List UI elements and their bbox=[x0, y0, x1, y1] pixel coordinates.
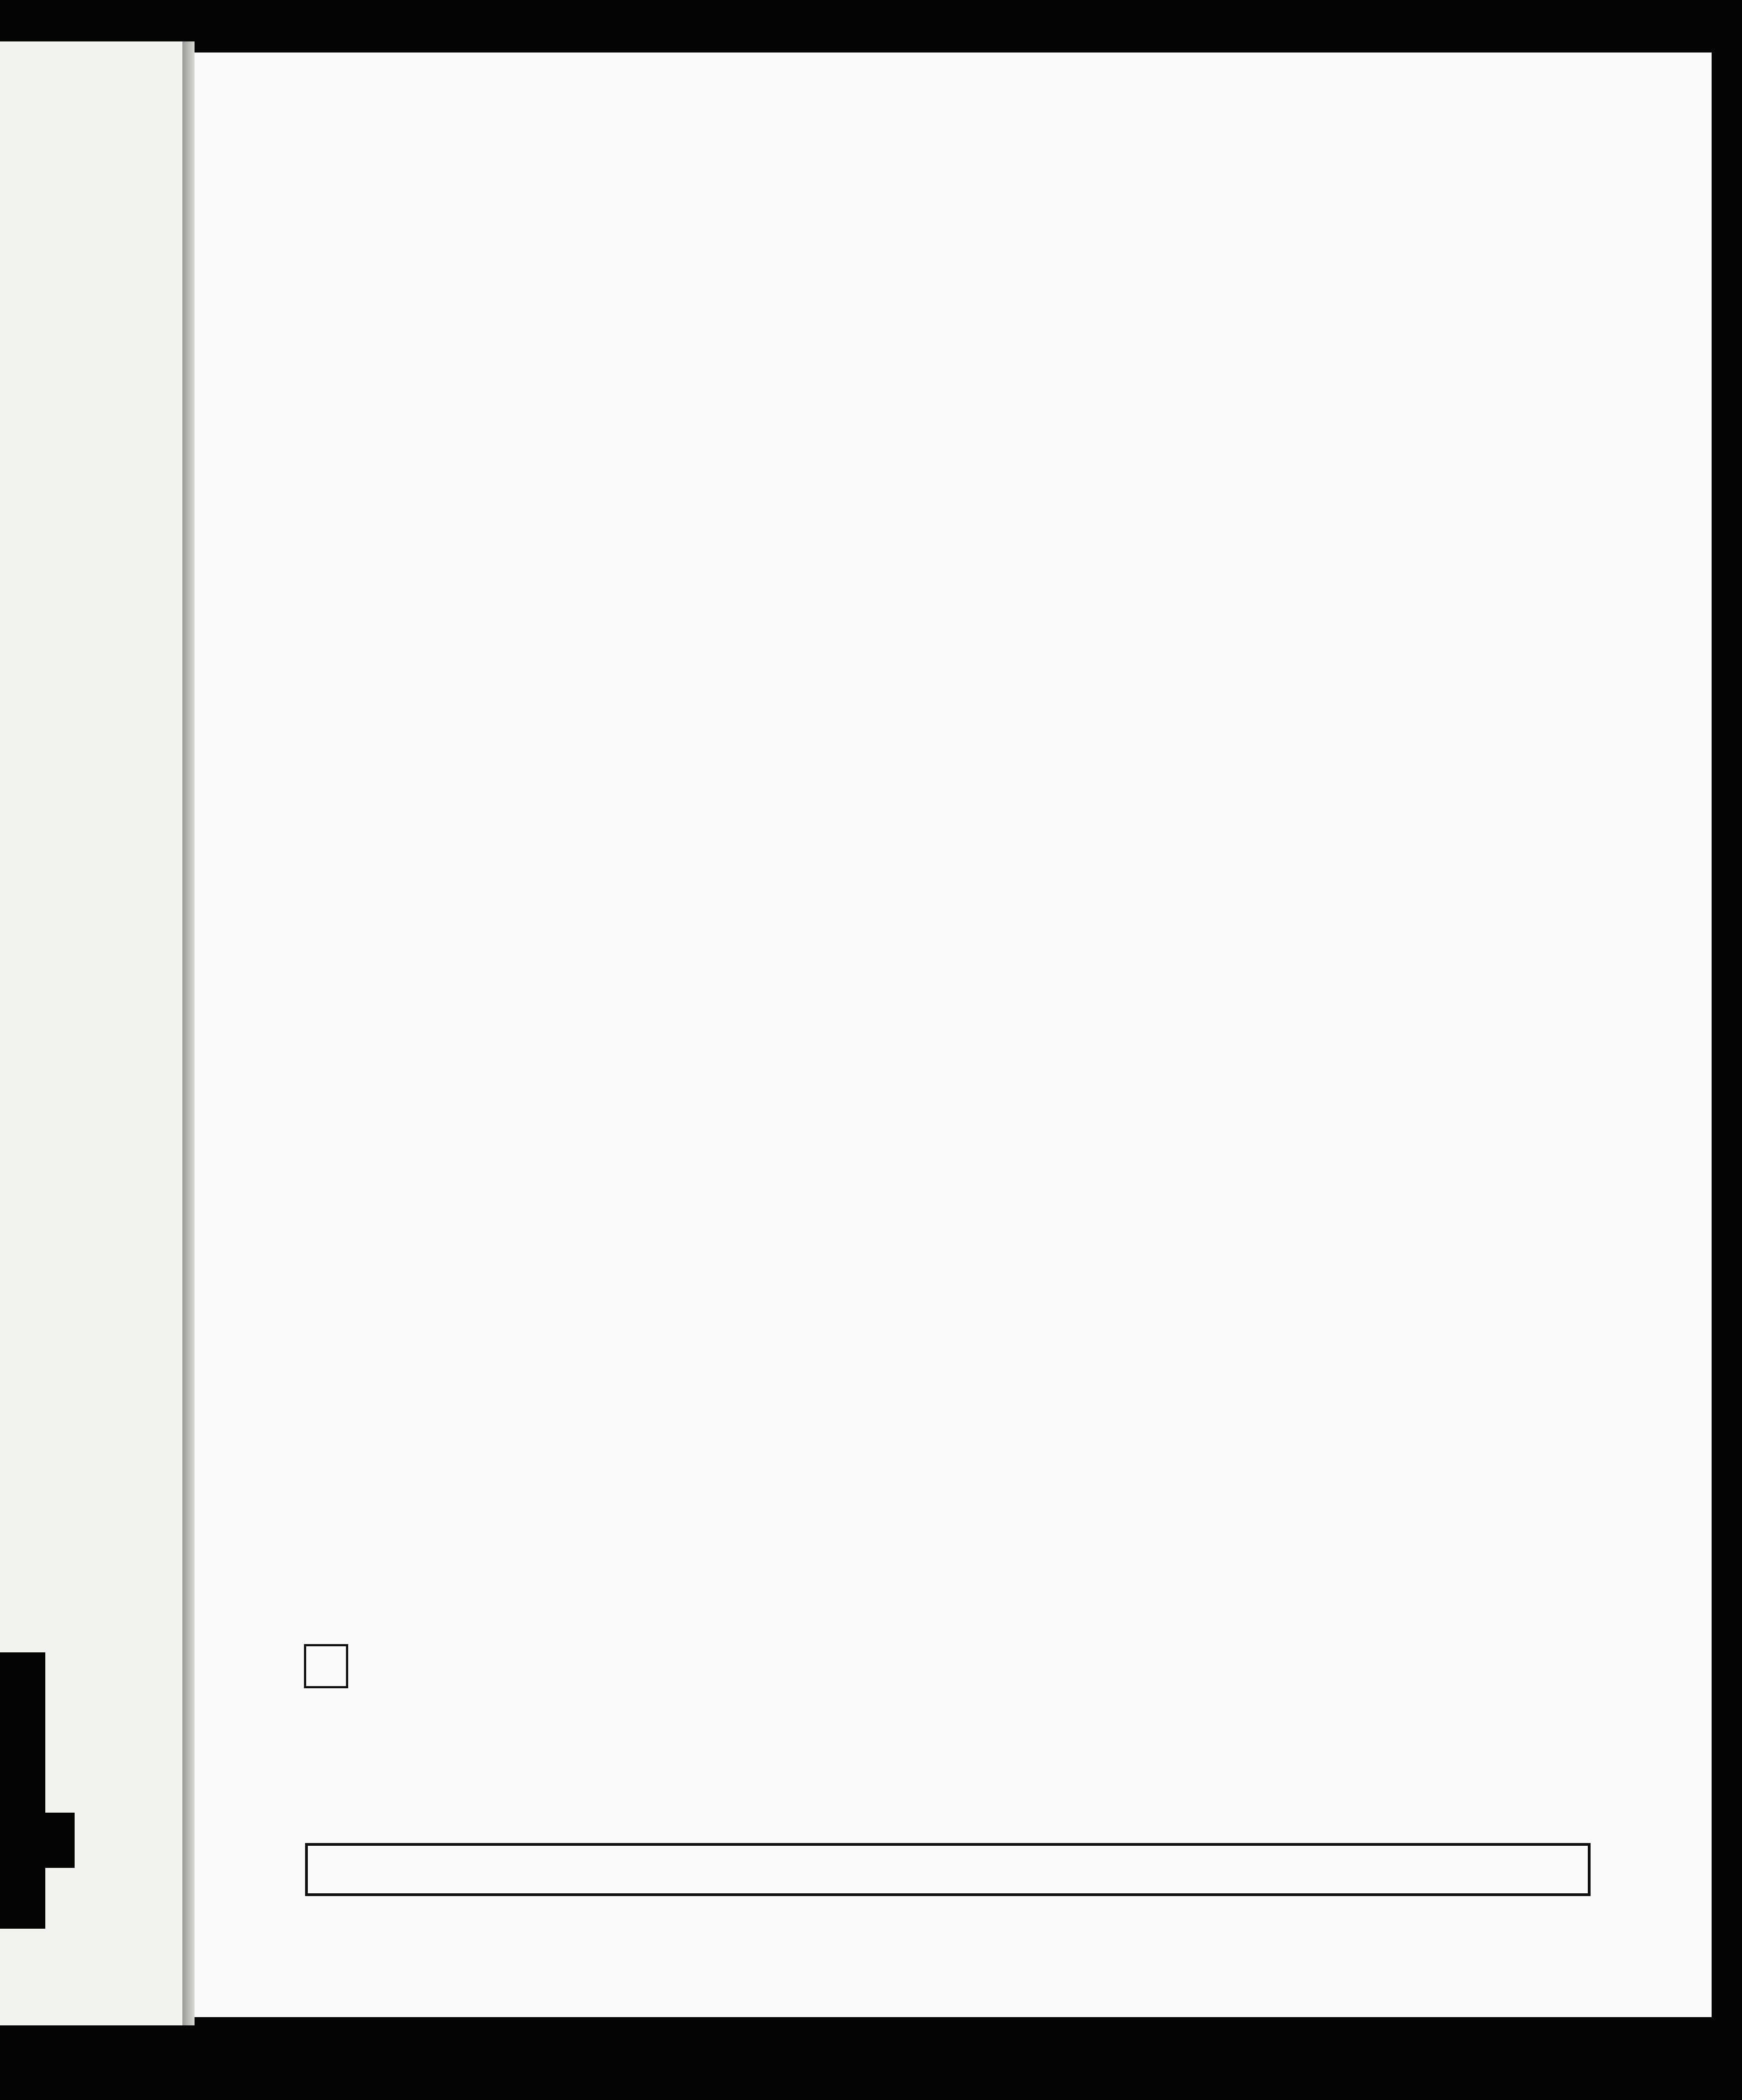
page-fold-shadow bbox=[182, 41, 195, 2025]
registration-mark bbox=[0, 1868, 45, 1929]
reduction-ratio-strip bbox=[305, 1843, 1591, 1896]
additional-comments-checkbox[interactable] bbox=[304, 1644, 348, 1688]
registration-mark bbox=[0, 1813, 75, 1868]
notes-page bbox=[195, 53, 1712, 2017]
registration-mark bbox=[0, 1652, 45, 1813]
